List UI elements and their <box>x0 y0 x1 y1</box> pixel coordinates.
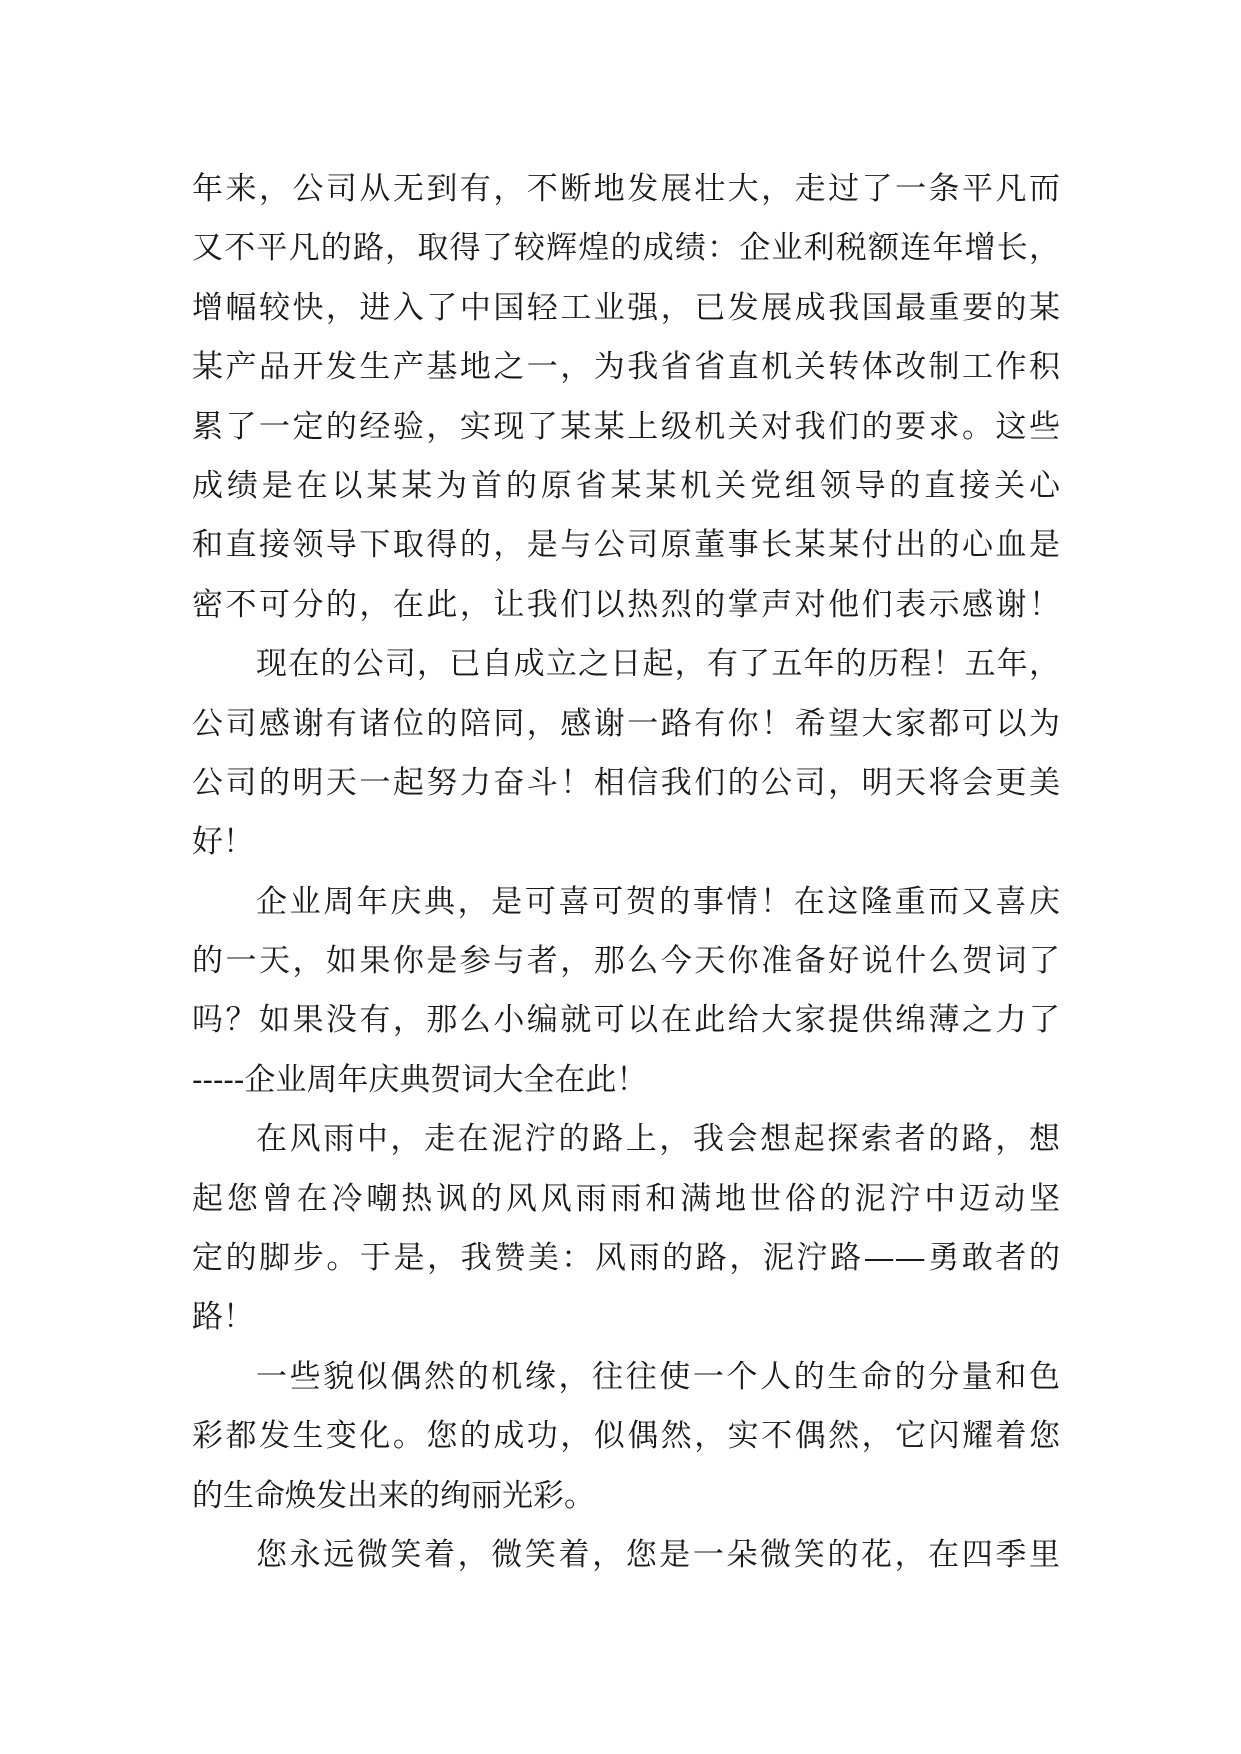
text-line: 的一天，如果你是参与者，那么今天你准备好说什么贺词了 <box>192 943 1060 980</box>
text-line: 您永远微笑着，微笑着，您是一朵微笑的花，在四季里 <box>256 1536 1060 1573</box>
text-line: 和直接领导下取得的，是与公司原董事长某某付出的心血是 <box>192 527 1060 564</box>
text-line: 在风雨中，走在泥泞的路上，我会想起探索者的路，想 <box>256 1121 1060 1158</box>
text-line: 增幅较快，进入了中国轻工业强，已发展成我国最重要的某 <box>192 289 1060 326</box>
text-line: 起您曾在冷嘲热讽的风风雨雨和满地世俗的泥泞中迈动坚 <box>192 1180 1060 1217</box>
text-line: 彩都发生变化。您的成功，似偶然，实不偶然，它闪耀着您 <box>192 1418 1060 1455</box>
text-line: 公司的明天一起努力奋斗！相信我们的公司，明天将会更美 <box>192 764 1060 801</box>
text-line: 公司感谢有诸位的陪同，感谢一路有你！希望大家都可以为 <box>192 705 1060 742</box>
text-line: -----企业周年庆典贺词大全在此！ <box>192 1061 648 1098</box>
text-line: 年来，公司从无到有，不断地发展壮大，走过了一条平凡而 <box>192 171 1060 207</box>
text-line: 好！ <box>192 824 254 861</box>
text-line: 路！ <box>192 1299 254 1336</box>
text-line: 密不可分的，在此，让我们以热烈的掌声对他们表示感谢！ <box>192 586 1060 623</box>
text-line: 某产品开发生产基地之一，为我省省直机关转体改制工作积 <box>192 349 1060 386</box>
text-line: 现在的公司，已自成立之日起，有了五年的历程！五年， <box>256 646 1060 683</box>
text-line: 吗？如果没有，那么小编就可以在此给大家提供绵薄之力了 <box>192 1002 1060 1039</box>
text-line: 企业周年庆典，是可喜可贺的事情！在这隆重而又喜庆 <box>256 883 1060 920</box>
text-line: 累了一定的经验，实现了某某上级机关对我们的要求。这些 <box>192 408 1060 445</box>
text-line: 定的脚步。于是，我赞美：风雨的路，泥泞路——勇敢者的 <box>192 1240 1060 1277</box>
body-text <box>192 160 1060 1585</box>
text-line: 成绩是在以某某为首的原省某某机关党组领导的直接关心 <box>192 467 1060 504</box>
text-line: 又不平凡的路，取得了较辉煌的成绩：企业利税额连年增长， <box>192 230 1060 267</box>
text-line: 的生命焕发出来的绚丽光彩。 <box>192 1477 595 1514</box>
text-line: 一些貌似偶然的机缘，往往使一个人的生命的分量和色 <box>256 1358 1060 1395</box>
